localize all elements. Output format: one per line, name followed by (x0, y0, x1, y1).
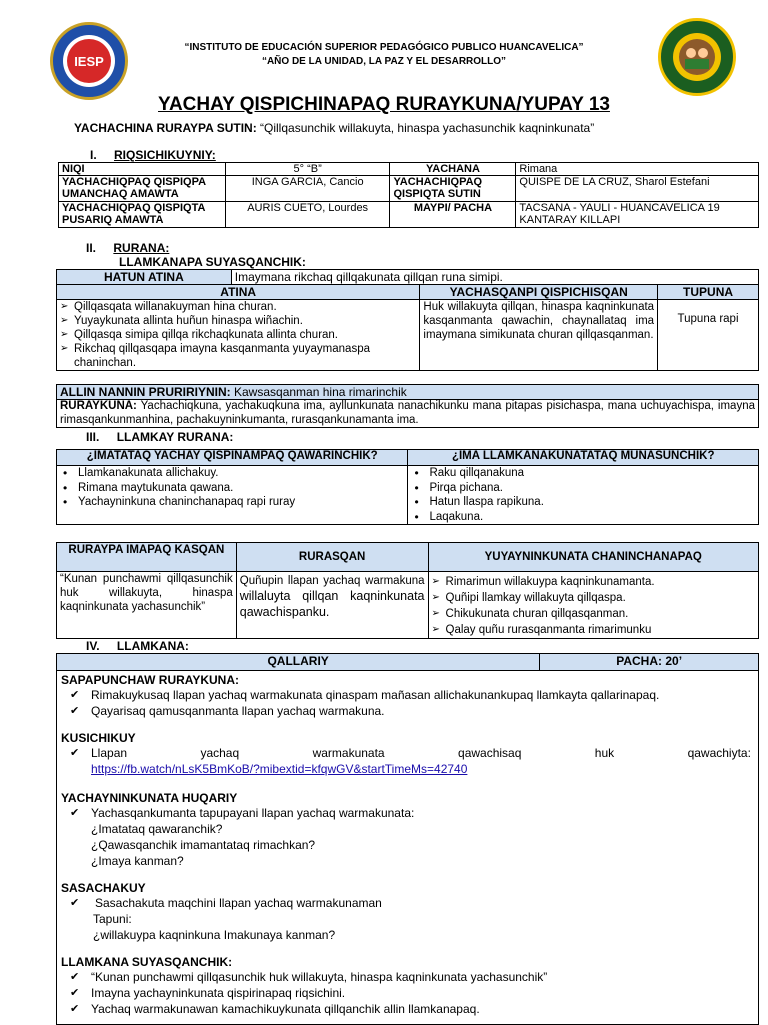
allin-nannin-cell (57, 385, 759, 400)
resources-q1-cell (57, 466, 408, 525)
hatun-atina-label: HATUN ATINA (57, 270, 232, 285)
huqa-line: ¿Imaya kanman? (91, 854, 184, 868)
competency-table (56, 269, 759, 371)
list-item: ➢ Rikchaq qillqasqapa imayna kasqanmanta yuyaymanaspa chaninchan. (60, 342, 416, 370)
section-3-number: III. (86, 430, 100, 444)
huqa-title: YACHAYNINKUNATA HUQARIY (61, 791, 238, 805)
eval-h2: RURASQAN (236, 543, 428, 572)
info-label: YACHACHIQPAQ QISPIQTA PUSARIQ AMAWTA (59, 202, 226, 228)
sasa-line: ¿willakuypa kaqninkuna Imakunaya kanman? (93, 928, 336, 942)
col-tupuna: TUPUNA (658, 285, 759, 300)
huqa-line: ¿Qawasqanchik imamantataq rimachkan? (91, 838, 316, 852)
sasa-line: Tapuni: (93, 912, 132, 926)
yachasqa-text: Huk willakuyta qillqan, hinaspa kaqninkunata kasqanmanta qawachin, chaynallataq ima imaymana simikunata churan qillqasqanman. (420, 300, 658, 371)
institute-name: “INSTITUTO DE EDUCACIÓN SUPERIOR PEDAGÓGICO PUBLICO HUANCAVELICA” (184, 42, 584, 53)
info-value: 5° “B” (225, 163, 390, 176)
eval-activity (236, 572, 428, 639)
tupuna-text: Tupuna rapi (658, 300, 759, 371)
evaluation-table (56, 542, 759, 639)
list-item: • Raku qillqanakuna (411, 466, 755, 481)
info-label: MAYPI/ PACHA (390, 202, 516, 228)
development-body (57, 671, 759, 1025)
video-link[interactable]: https://fb.watch/nLsK5BmKoB/?mibextid=kfqwGV&startTimeMs=42740 (91, 762, 468, 776)
info-value: Rimana (516, 163, 759, 176)
rurayk-label: RURAYKUNA: (60, 400, 137, 412)
session-title-value: “Qillqasunchik willakuyta, hinaspa yachasunchik kaqninkunata” (256, 121, 595, 135)
kusi-word: qawachiyta: (687, 746, 751, 760)
hatun-atina-value: Imaymana rikchaq qillqakunata qillqan runa simipi. (231, 270, 758, 285)
list-item: • Laqakuna. (411, 510, 755, 525)
llam-item: ✔ Yachaq warmakunawan kamachikuykunata qillqanchik allin llamkanapaq. (61, 1001, 755, 1017)
list-item: • Hatun llaspa rapikuna. (411, 495, 755, 510)
col-yachasqa: YACHASQANPI QISPICHISQAN (420, 285, 658, 300)
info-value: TACSANA - YAULI - HUANCAVELICA 19 KANTARAY KILLAPI (516, 202, 759, 228)
kusi-word: ✔ Llapan (91, 746, 128, 760)
allin-nannin-value: Kawsasqanman hina rimarinchik (230, 385, 407, 399)
kusi-text (91, 745, 755, 761)
year-motto: “AÑO DE LA UNIDAD, LA PAZ Y EL DESARROLLO” (261, 56, 507, 67)
eval-activity-a: Quñupin llapan yachaq warmakuna (239, 575, 425, 587)
col-atina: ATINA (57, 285, 420, 300)
section-4-title: LLAMKANA: (116, 639, 189, 653)
sapa-title: SAPAPUNCHAW RURAYKUNA: (61, 673, 240, 687)
info-row (59, 176, 759, 202)
info-value: AURIS CUETO, Lourdes (225, 202, 390, 228)
q1-list (60, 466, 404, 510)
huqa-intro: ✔ Yachasqankumanta tapupayani llapan yachaq warmakunata: (91, 806, 415, 820)
info-label: YACHANA (390, 163, 516, 176)
huqa-item (61, 805, 755, 869)
info-row (59, 163, 759, 176)
svg-text:IESP: IESP (74, 54, 104, 69)
pacha-header: PACHA: 20’ (540, 654, 759, 671)
kusi-word: yachaq (200, 746, 240, 760)
resources-q2-cell (408, 466, 759, 525)
info-label: NIQI (59, 163, 226, 176)
atina-list (60, 300, 416, 370)
info-table (58, 162, 759, 228)
resources-table (56, 449, 759, 525)
kusi-word: huk (594, 746, 615, 760)
info-row (59, 202, 759, 228)
list-item: ➢ Yuyaykunata allinta huñun hinaspa wiñachin. (60, 314, 416, 328)
list-item: ➢ Qillqasqata willanakuyman hina churan. (60, 300, 416, 314)
list-item: ➢ Chikukunata churan qillqasqanman. (432, 606, 755, 622)
section-2-number: II. (86, 241, 97, 255)
sapa-item: ✔ Rimakuykusaq llapan yachaq warmakunata qinaspam mañasan allichakunankupaq llamkayta qallarinapaq. (61, 687, 755, 703)
rurayk-cell (57, 400, 759, 428)
llam-item: ✔ “Kunan punchawmi qillqasunchik huk willakuyta, hinaspa kaqninkunata yachasunchik” (61, 969, 755, 985)
q2-list (411, 466, 755, 524)
section-3-title: LLAMKAY RURANA: (116, 430, 234, 444)
list-item: ➢ Quñipi llamkay willakuyta qillqaspa. (432, 590, 755, 606)
qallariy-header: QALLARIY (57, 654, 540, 671)
info-value: INGA GARCIA, Cancio (225, 176, 390, 202)
rurayk-value: Yachachiqkuna, yachakuqkuna ima, ayllunkunata nanachikunku mana pitapas pisichaspa, mana uchuyachispa, imayna rimasqankunmanhina, pachakuyninkumanta, rurasqankunamanta ima. (60, 400, 755, 426)
section-2-heading (86, 241, 169, 255)
section-1-title: RIQSICHIKUYNIY: (114, 148, 216, 162)
info-value: QUISPE DE LA CRUZ, Sharol Estefani (516, 176, 759, 202)
section-4-heading (86, 639, 189, 653)
resources-q1: ¿IMATATAQ YACHAY QISPINAMPAQ QAWARINCHIK? (57, 450, 408, 466)
llam-item: ✔ Imayna yachayninkunata qispirinapaq riqsichini. (61, 985, 755, 1001)
kusi-word: warmakunata (312, 746, 385, 760)
eval-criteria-cell (428, 572, 758, 639)
values-table (56, 384, 759, 428)
eval-h1: RURAYPA IMAPAQ KASQAN (57, 543, 237, 572)
list-item: ➢ Qalay quñu rurasqanmanta rimarimunku (432, 622, 755, 638)
sapa-item: ✔ Qayarisaq qamusqanmanta llapan yachaq warmakuna. (61, 703, 755, 719)
list-item: • Yachayninkuna chaninchanapaq rapi ruray (60, 495, 404, 510)
kusi-title: KUSICHIKUY (61, 731, 136, 745)
kusi-item (61, 745, 755, 777)
session-title-label: YACHACHINA RURAYPA SUTIN: (74, 121, 257, 135)
list-item: • Pirqa pichana. (411, 481, 755, 496)
list-item: ➢ Rimarimun willakuypa kaqninkunamanta. (432, 574, 755, 590)
section-2-title: RURANA: (113, 241, 170, 255)
eval-criteria-list (432, 574, 755, 638)
allin-nannin-label: ALLIN NANNIN PRURIRIYNIN: (60, 385, 231, 399)
section-4-number: IV. (86, 639, 100, 653)
eval-purpose: “Kunan punchawmi qillqasunchik huk willakuyta, hinaspa kaqninkunata yachasunchik” (57, 572, 237, 639)
section-2-subheading: LLAMKANAPA SUYASQANCHIK: (119, 255, 306, 269)
kusi-word: qawachisaq (458, 746, 522, 760)
list-item: • Rimana maytukunata qawana. (60, 481, 404, 496)
eval-h3: YUYAYNINKUNATA CHANINCHANAPAQ (428, 543, 758, 572)
section-1-number: I. (90, 148, 97, 162)
list-item: ➢ Qillqasqa simipa qillqa rikchaqkunata allinta churan. (60, 328, 416, 342)
development-table (56, 653, 759, 1025)
page-title: YACHAY QISPICHINAPAQ RURAYKUNA/YUPAY 13 (158, 94, 610, 115)
list-item: • Llamkanakunata allichakuy. (60, 466, 404, 481)
info-label: YACHACHIQPAQ QISPIQTA SUTIN (390, 176, 516, 202)
atina-list-cell (57, 300, 420, 371)
huqa-line: ¿Imatataq qawaranchik? (91, 822, 223, 836)
resources-q2: ¿IMA LLAMKANAKUNATATAQ MUNASUNCHIK? (408, 450, 759, 466)
session-title (74, 121, 594, 135)
eval-activity-b: willaluyta qillqan kaqninkunata qawachispanku. (239, 589, 425, 619)
sasa-item (61, 895, 755, 943)
section-1-heading (90, 148, 216, 162)
llam-title: LLAMKANA SUYASQANCHIK: (61, 955, 233, 969)
sasa-title: SASACHAKUY (61, 881, 146, 895)
sasa-intro: ✔ Sasachakuta maqchini llapan yachaq warmakunaman (95, 896, 382, 910)
info-label: YACHACHIQPAQ QISPIQPA UMANCHAQ AMAWTA (59, 176, 226, 202)
section-3-heading (86, 430, 233, 444)
